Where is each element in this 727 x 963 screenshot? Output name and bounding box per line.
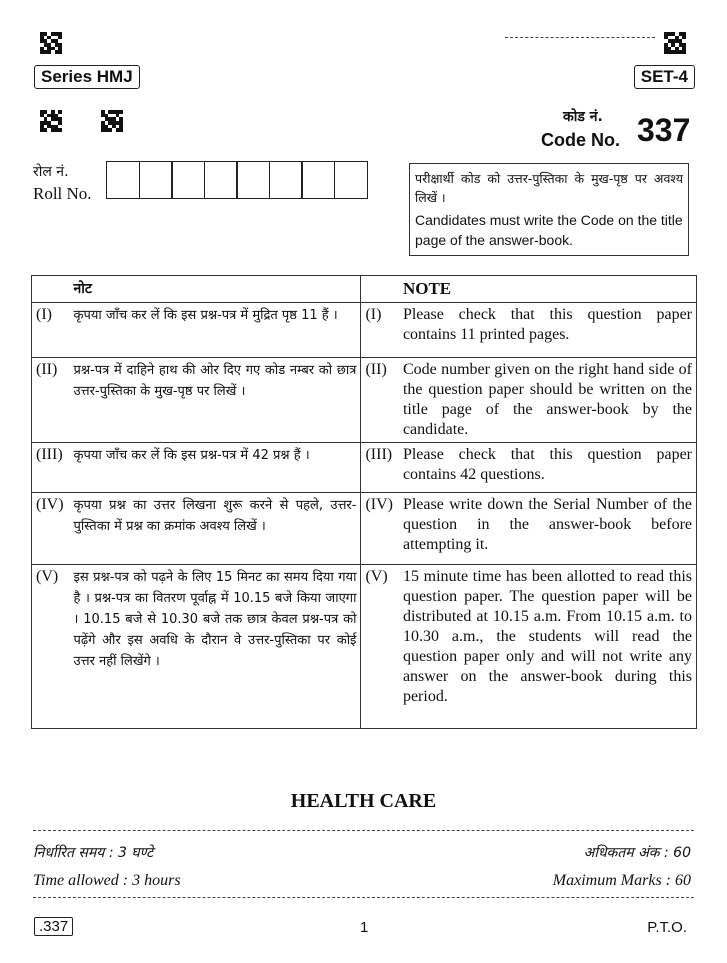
- candidate-note-hindi: परीक्षार्थी कोड को उत्तर-पुस्तिका के मुख-पृष्ठ पर अवश्य लिखें ।: [415, 171, 683, 205]
- note-text: Please check that this question paper contains 11 printed pages.: [399, 303, 697, 358]
- qr-code-icon: [40, 32, 62, 54]
- series-label: Series HMJ: [34, 65, 140, 89]
- qr-code-icon: [101, 110, 123, 132]
- table-row: [32, 358, 697, 443]
- footer-code: .337: [34, 917, 73, 936]
- table-row: [32, 443, 697, 493]
- note-text: Code number given on the right hand side of the question paper should be written on the title page of the answer-book by the candidate.: [399, 358, 697, 443]
- code-number: 337: [637, 112, 691, 148]
- roll-digit-box[interactable]: [269, 161, 303, 199]
- time-allowed: Time allowed : 3 hours: [33, 872, 181, 889]
- row-number: (II): [361, 358, 399, 443]
- row-number-hindi: (IV): [32, 493, 70, 565]
- roll-digit-box[interactable]: [106, 161, 140, 199]
- roll-number-boxes: [106, 161, 366, 199]
- roll-digit-box[interactable]: [301, 161, 335, 199]
- candidate-note-box: [409, 163, 689, 256]
- notes-header-hindi: नोट: [69, 276, 360, 303]
- table-row: [32, 565, 697, 729]
- notes-header: NOTE: [399, 276, 697, 303]
- note-text: Please check that this question paper contains 42 questions.: [399, 443, 697, 493]
- table-row: [32, 493, 697, 565]
- notes-header-row: [32, 276, 697, 303]
- qr-code-icon: [664, 32, 686, 54]
- time-allowed-hindi: निर्धारित समय : 3 घण्टे: [33, 845, 154, 861]
- subject-title: HEALTH CARE: [290, 790, 437, 812]
- note-hindi: कृपया जाँच कर लें कि इस प्रश्न-पत्र में 42 प्रश्न हैं ।: [69, 443, 360, 493]
- row-number-hindi: (I): [32, 303, 70, 358]
- divider-line: [33, 830, 694, 831]
- note-hindi: कृपया जाँच कर लें कि इस प्रश्न-पत्र में मुद्रित पृष्ठ 11 हैं ।: [69, 303, 360, 358]
- max-marks: Maximum Marks : 60: [552, 872, 691, 889]
- note-text: Please write down the Serial Number of the question in the answer-book before attempting it.: [399, 493, 697, 565]
- max-marks-hindi: अधिकतम अंक : 60: [583, 845, 691, 861]
- roll-digit-box[interactable]: [139, 161, 173, 199]
- qr-code-icon: [40, 110, 62, 132]
- page-number: 1: [360, 919, 369, 936]
- top-dashed-line: [505, 37, 655, 38]
- roll-digit-box[interactable]: [204, 161, 238, 199]
- roll-digit-box[interactable]: [334, 161, 368, 199]
- note-hindi: प्रश्न-पत्र में दाहिने हाथ की ओर दिए गए कोड नम्बर को छात्र उत्तर-पुस्तिका के मुख-पृष्ठ पर लिखें ।: [69, 358, 360, 443]
- row-number: (I): [361, 303, 399, 358]
- candidate-note: Candidates must write the Code on the title page of the answer-book.: [415, 212, 683, 248]
- roll-digit-box[interactable]: [236, 161, 270, 199]
- notes-table: [31, 275, 697, 729]
- set-label: SET-4: [634, 65, 695, 89]
- row-number: (IV): [361, 493, 399, 565]
- code-label: Code No.: [541, 130, 620, 150]
- note-hindi: इस प्रश्न-पत्र को पढ़ने के लिए 15 मिनट का समय दिया गया है । प्रश्न-पत्र का वितरण पूर्वाह्न में 10.15 बजे किया जाएगा । 10.15 बजे से 10.30 बजे तक छात्र केवल प्रश्न-पत्र को पढ़ेंगे और इस अवधि के दौरान वे उत्तर-पुस्तिका पर कोई उत्तर नहीं लिखेंगे ।: [69, 565, 360, 729]
- row-number: (V): [361, 565, 399, 729]
- code-label-hindi: कोड नं.: [563, 109, 603, 125]
- roll-label: Roll No.: [33, 184, 92, 203]
- table-row: [32, 303, 697, 358]
- divider-line: [33, 897, 694, 898]
- pto-label: P.T.O.: [647, 919, 687, 936]
- row-number: (III): [361, 443, 399, 493]
- row-number-hindi: (V): [32, 565, 70, 729]
- note-text: 15 minute time has been allotted to read this question paper. The question paper will be distributed at 10.15 a.m. From 10.15 a.m. to 10.30 a.m., the students will read the question paper only and will not write any answer on the answer-book during this period.: [399, 565, 697, 729]
- roll-digit-box[interactable]: [171, 161, 205, 199]
- roll-label-hindi: रोल नं.: [33, 164, 69, 180]
- row-number-hindi: (II): [32, 358, 70, 443]
- row-number-hindi: (III): [32, 443, 70, 493]
- note-hindi: कृपया प्रश्न का उत्तर लिखना शुरू करने से पहले, उत्तर-पुस्तिका में प्रश्न का क्रमांक अवश्य लिखें ।: [69, 493, 360, 565]
